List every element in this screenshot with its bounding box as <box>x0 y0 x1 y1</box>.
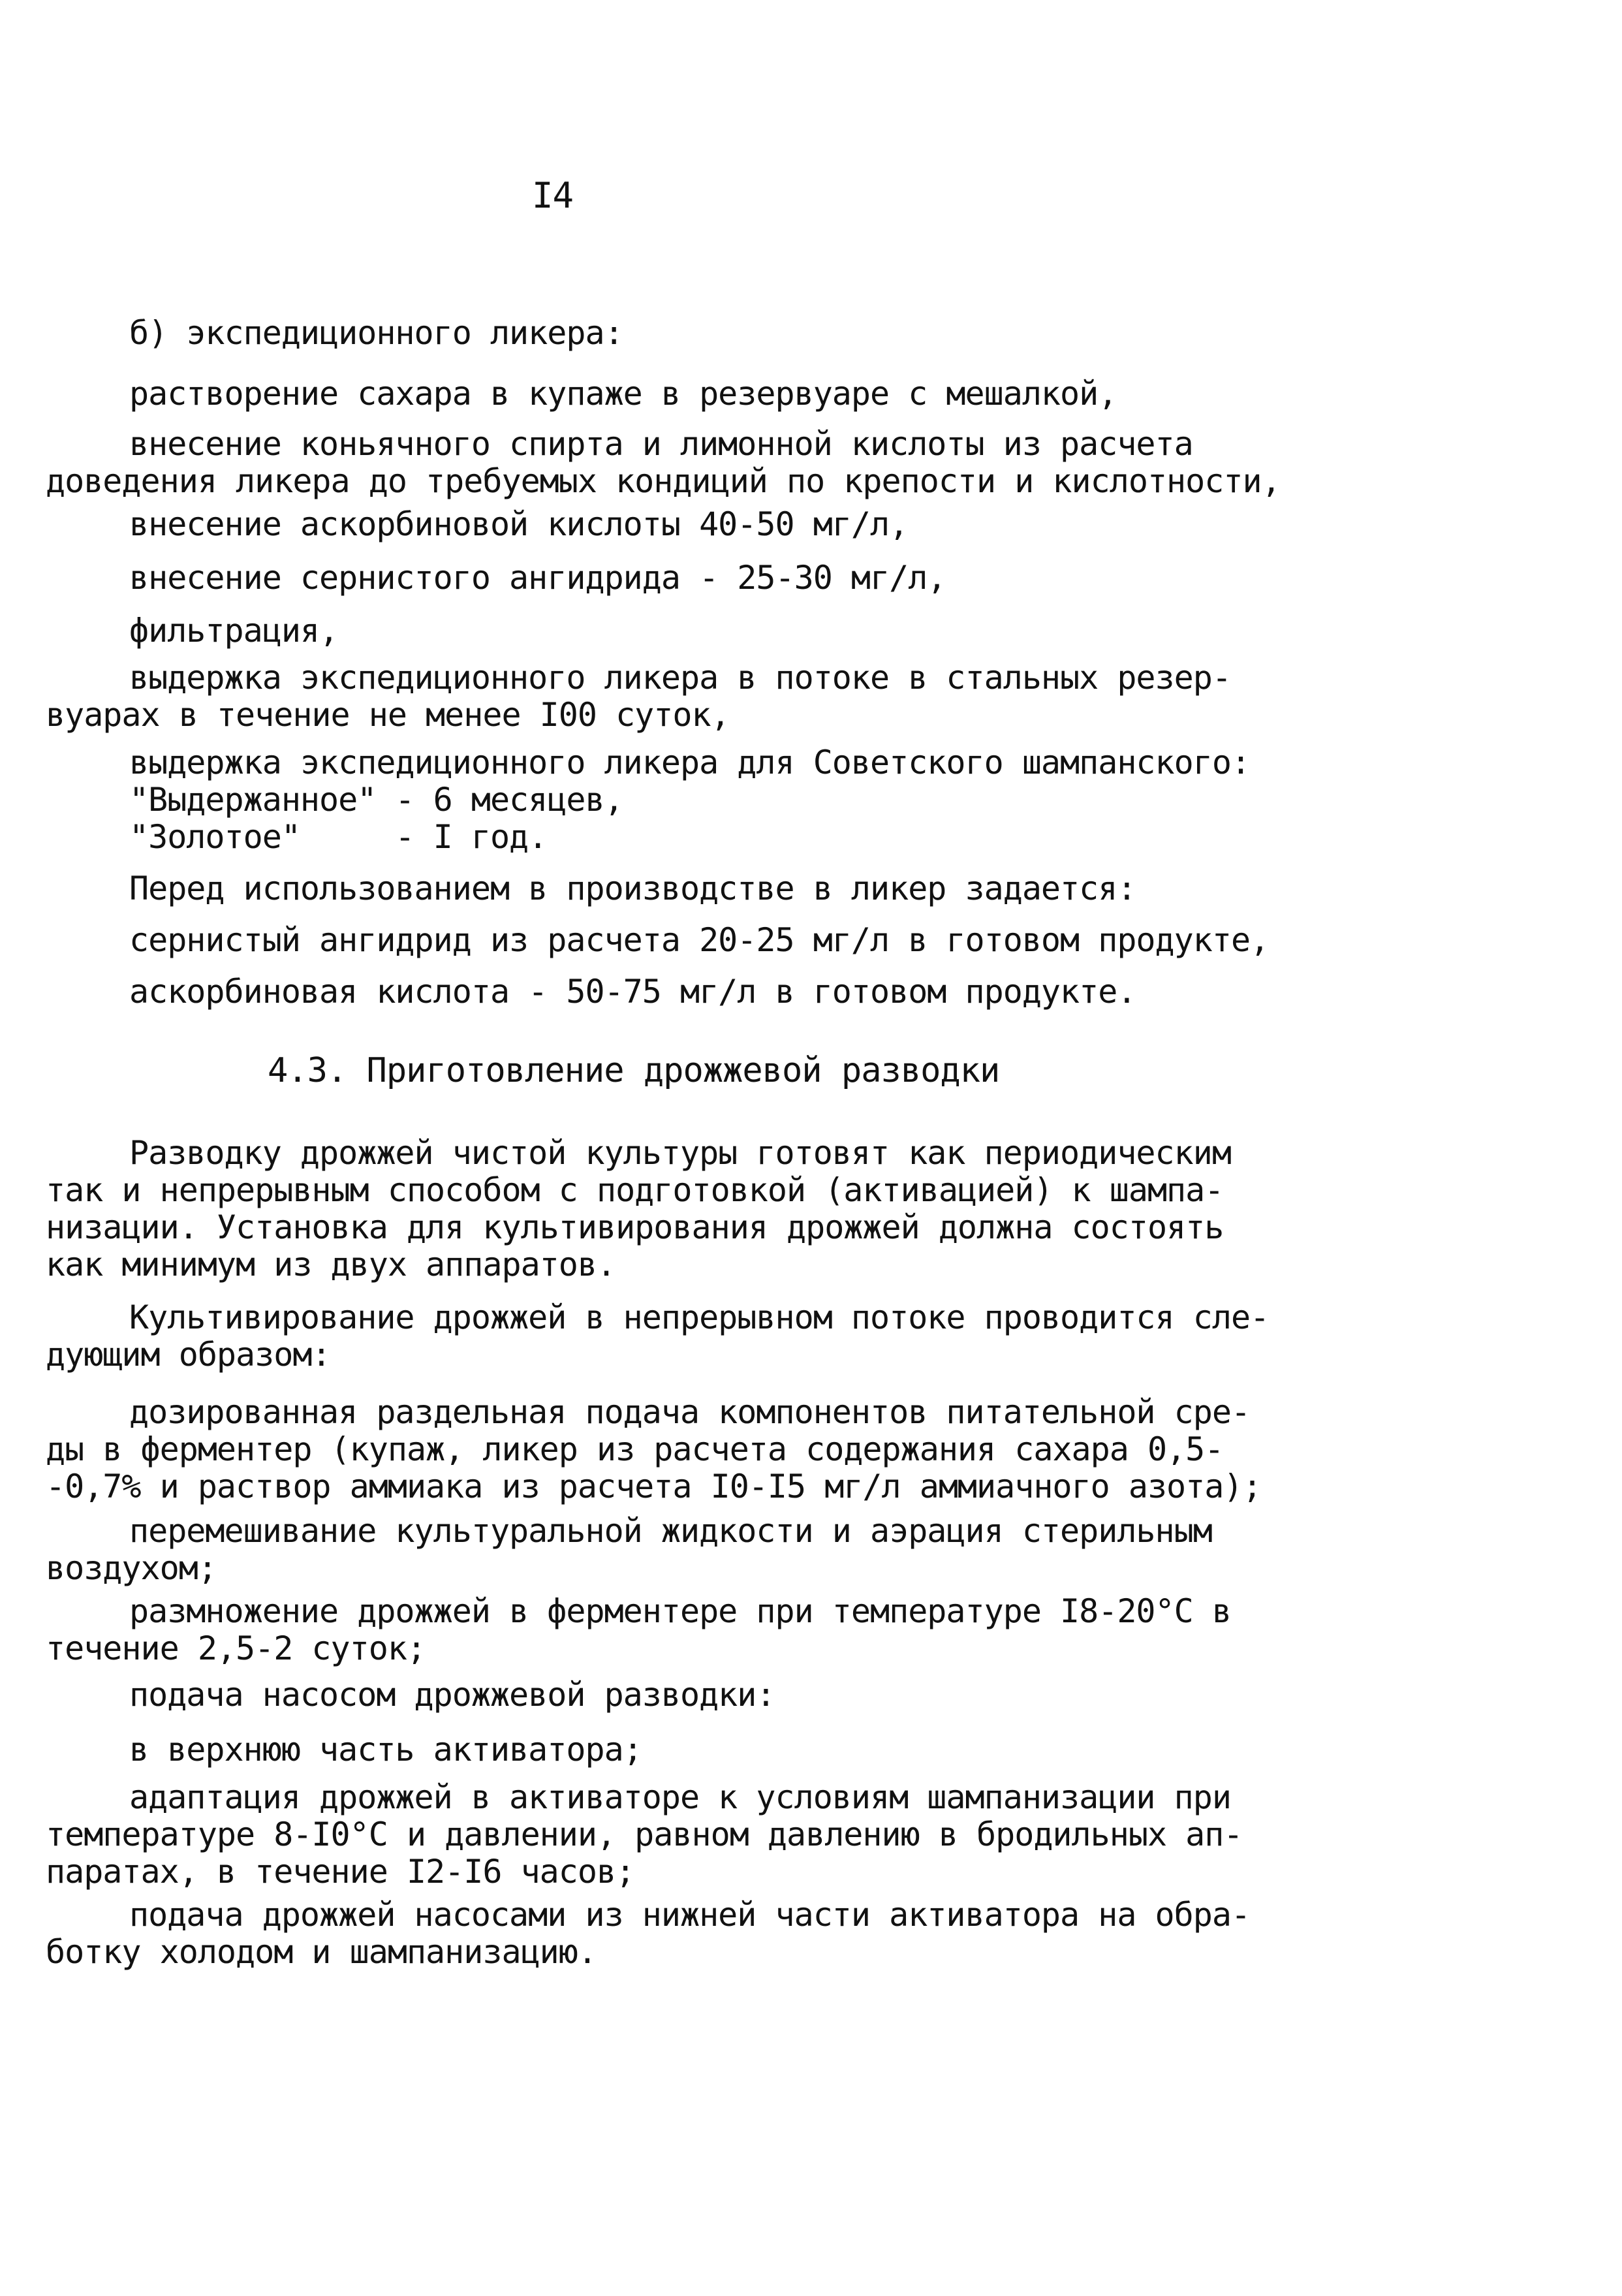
section-title: 4.3. Приготовление дрожжевой разводки <box>268 1051 1000 1090</box>
text-line: подача дрожжей насосами из нижней части активатора на обра- <box>129 1896 1251 1934</box>
step-dosed-supply <box>46 1394 1364 1505</box>
step-mixing-aeration <box>46 1513 1364 1587</box>
item-dissolving-sugar <box>46 375 1364 413</box>
text-line: течение 2,5-2 суток; <box>46 1629 426 1667</box>
text-line: внесение сернистого ангидрида - 25-30 мг/л, <box>129 559 946 597</box>
paragraph-continuous-flow <box>46 1299 1364 1374</box>
text-line: вуарах в течение не менее I00 суток, <box>46 696 730 734</box>
text-line: дозированная раздельная подача компонентов питательной сре- <box>129 1393 1251 1431</box>
text-line: Разводку дрожжей чистой культуры готовят как периодическим <box>129 1134 1231 1172</box>
text-line: воздухом; <box>46 1549 217 1587</box>
text-line: "Золотое" - I год. <box>129 818 548 856</box>
text-line: дующим образом: <box>46 1336 331 1374</box>
section-b-heading <box>46 315 1364 352</box>
text-line: растворение сахара в купаже в резервуаре с мешалкой, <box>129 375 1117 413</box>
step-upper-activator <box>46 1731 1364 1769</box>
text-line: сернистый ангидрид из расчета 20-25 мг/л в готовом продукте, <box>129 921 1270 959</box>
text-line: как минимум из двух аппаратов. <box>46 1246 616 1283</box>
text-line: размножение дрожжей в ферментере при температуре I8-20°С в <box>129 1592 1231 1630</box>
text-line: ды в ферментер (купаж, ликер из расчета содержания сахара 0,5- <box>46 1430 1224 1468</box>
step-pumping <box>46 1676 1364 1714</box>
step-propagation <box>46 1593 1364 1667</box>
item-filtration <box>46 612 1364 650</box>
text-line: выдержка экспедиционного ликера в потоке в стальных резер- <box>129 659 1231 697</box>
step-cold-treatment <box>46 1896 1364 1971</box>
text-line: адаптация дрожжей в активаторе к условиям шампанизации при <box>129 1778 1231 1816</box>
text-line: перемешивание культуральной жидкости и аэрация стерильным <box>129 1512 1212 1550</box>
text-line: температуре 8-I0°С и давлении, равном давлению в бродильных ап- <box>46 1816 1243 1853</box>
paragraph-yeast-culture <box>46 1135 1364 1283</box>
step-adaptation <box>46 1779 1364 1891</box>
text-line: "Выдержанное" - 6 месяцев, <box>129 781 623 819</box>
item-cognac-spirit <box>46 426 1364 500</box>
text-line: -0,7% и раствор аммиака из расчета I0-I5 мг/л аммиачного азота); <box>46 1468 1262 1505</box>
text-line: Перед использованием в производстве в ликер задается: <box>129 870 1136 907</box>
text-line: Культивирование дрожжей в непрерывном потоке проводится сле- <box>129 1298 1270 1336</box>
item-ascorbic-acid <box>46 506 1364 543</box>
text-line: внесение аскорбиновой кислоты 40-50 мг/л, <box>129 505 909 543</box>
before-use-intro <box>46 870 1364 907</box>
text-line: доведения ликера до требуемых кондиций по крепости и кислотности, <box>46 462 1281 500</box>
text-line: так и непрерывным способом с подготовкой (активацией) к шампа- <box>46 1171 1224 1209</box>
before-use-item-sulfur <box>46 922 1364 959</box>
item-aging-flow <box>46 659 1364 734</box>
page-number: I4 <box>532 175 574 216</box>
text-line: ботку холодом и шампанизацию. <box>46 1933 597 1971</box>
text-line: аскорбиновая кислота - 50-75 мг/л в готовом продукте. <box>129 973 1136 1011</box>
item-aging-sovetskoye <box>46 744 1364 856</box>
text-line: внесение коньячного спирта и лимонной кислоты из расчета <box>129 425 1193 463</box>
text-line: фильтрация, <box>129 612 339 650</box>
text-line: подача насосом дрожжевой разводки: <box>129 1676 775 1714</box>
text-line: паратах, в течение I2-I6 часов; <box>46 1853 635 1891</box>
text-line: низации. Установка для культивирования дрожжей должна состоять <box>46 1208 1224 1246</box>
before-use-item-ascorbic <box>46 973 1364 1011</box>
text-line: выдержка экспедиционного ликера для Советского шампанского: <box>129 744 1251 781</box>
item-sulfur-anhydride <box>46 559 1364 597</box>
heading-line: б) экспедиционного ликера: <box>129 314 623 352</box>
text-line: в верхнюю часть активатора; <box>129 1731 642 1769</box>
